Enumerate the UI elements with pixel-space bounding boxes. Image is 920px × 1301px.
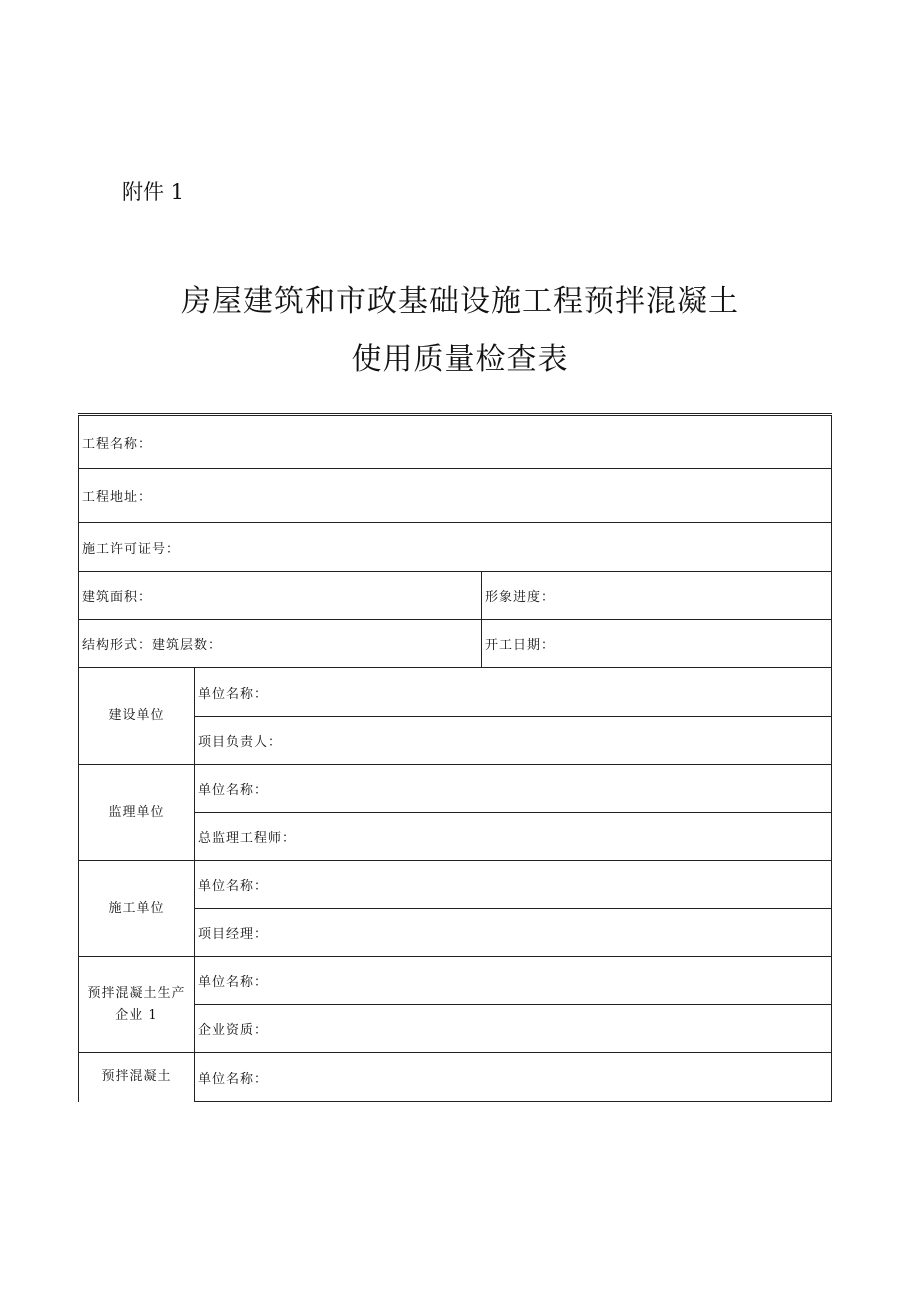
producer-2-unit-name-field[interactable]: 单位名称： (195, 1053, 832, 1102)
chief-supervisor-field[interactable]: 总监理工程师： (195, 813, 832, 861)
project-leader-field[interactable]: 项目负责人： (195, 717, 832, 765)
structure-floors-field[interactable]: 结构形式：建筑层数： (79, 620, 482, 668)
construction-unit-name-field[interactable]: 单位名称： (195, 668, 832, 717)
contractor-unit-name-field[interactable]: 单位名称： (195, 861, 832, 909)
progress-field[interactable]: 形象进度： (482, 572, 832, 620)
project-name-field[interactable]: 工程名称： (79, 415, 832, 469)
start-date-field[interactable]: 开工日期： (482, 620, 832, 668)
table-row (79, 523, 832, 572)
table-row (79, 765, 832, 813)
table-row (79, 415, 832, 469)
table-row (79, 957, 832, 1005)
table-row (79, 668, 832, 717)
table-row (79, 620, 832, 668)
unit-name-supervision: 监理单位 (79, 765, 195, 861)
construction-permit-field[interactable]: 施工许可证号： (79, 523, 832, 572)
building-area-field[interactable]: 建筑面积： (79, 572, 482, 620)
page-subtitle: 使用质量检查表 (351, 342, 569, 377)
producer-unit-name-field[interactable]: 单位名称： (195, 957, 832, 1005)
quality-check-form (78, 413, 832, 1102)
unit-name-concrete-producer-1: 预拌混凝土生产企业 1 (79, 957, 195, 1053)
producer-qualification-field[interactable]: 企业资质： (195, 1005, 832, 1053)
table-row (79, 572, 832, 620)
table-row (79, 1053, 832, 1102)
unit-name-construction: 建设单位 (79, 668, 195, 765)
unit-name-concrete-producer-2: 预拌混凝土 (79, 1053, 195, 1102)
supervision-unit-name-field[interactable]: 单位名称： (195, 765, 832, 813)
attachment-label: 附件 1 (122, 180, 185, 204)
unit-name-contractor: 施工单位 (79, 861, 195, 957)
project-manager-field[interactable]: 项目经理： (195, 909, 832, 957)
table-row (79, 861, 832, 909)
project-address-field[interactable]: 工程地址： (79, 469, 832, 523)
table-row (79, 469, 832, 523)
page-title: 房屋建筑和市政基础设施工程预拌混凝土 (181, 284, 739, 319)
